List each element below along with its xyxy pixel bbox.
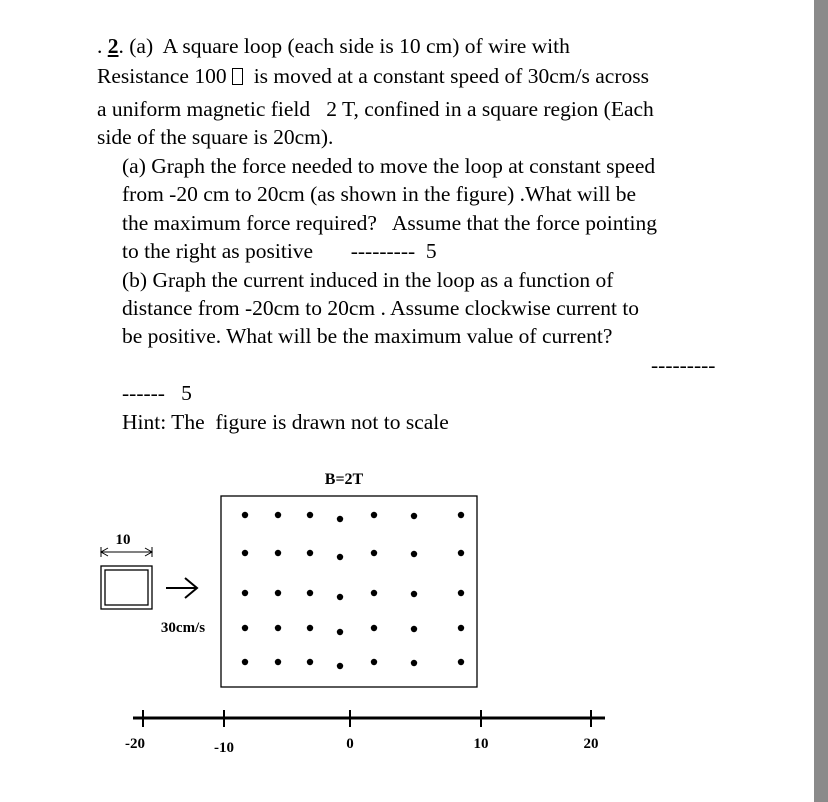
field-dot <box>242 550 248 556</box>
field-dot <box>371 625 377 631</box>
field-dot <box>242 659 248 665</box>
loop-inner <box>105 570 148 605</box>
axis-tick-label: 20 <box>583 736 599 752</box>
problem-line-1: . 2. (a) A square loop (each side is 10 cm) of wire with <box>97 34 570 58</box>
field-dot <box>411 551 417 557</box>
field-dot <box>458 512 464 518</box>
field-dot <box>337 629 343 635</box>
field-dot <box>337 554 343 560</box>
field-dot <box>275 512 281 518</box>
dimension-arrow <box>101 547 152 557</box>
field-dot <box>242 590 248 596</box>
problem-line-2: Resistance 100 is moved at a constant speed of 30cm/s across <box>97 64 649 88</box>
marks-part-b: ------ 5 <box>122 381 192 405</box>
field-region <box>221 496 477 687</box>
axis-tick-label: -20 <box>125 736 145 752</box>
field-dot <box>458 550 464 556</box>
field-dot <box>371 590 377 596</box>
field-dot <box>307 512 313 518</box>
velocity-label: 30cm/s <box>160 620 206 636</box>
field-dot <box>337 516 343 522</box>
part-b-line-1: (b) Graph the current induced in the loop as a function of <box>122 268 614 292</box>
field-dot <box>337 594 343 600</box>
field-dot <box>411 626 417 632</box>
field-dot <box>275 590 281 596</box>
part-b-line-3: be positive. What will be the maximum value of current? <box>122 324 613 348</box>
loop-outer <box>101 566 152 609</box>
field-dot <box>307 550 313 556</box>
field-dot <box>371 512 377 518</box>
hint-text: Hint: The figure is drawn not to scale <box>122 410 449 434</box>
field-dot <box>371 659 377 665</box>
axis-tick-label: 0 <box>346 736 354 752</box>
part-a-line-1: (a) Graph the force needed to move the loop at constant speed <box>122 154 656 178</box>
velocity-arrow <box>166 578 197 598</box>
field-dot <box>371 550 377 556</box>
field-dots <box>242 512 464 669</box>
part-a-line-4: to the right as positive --------- 5 <box>122 239 437 263</box>
field-dot <box>458 659 464 665</box>
field-dot <box>458 590 464 596</box>
field-dot <box>458 625 464 631</box>
field-dot <box>275 550 281 556</box>
field-dot <box>275 625 281 631</box>
question-number: 2 <box>107 34 119 58</box>
axis-tick-label: 10 <box>473 736 489 752</box>
problem-line-3: a uniform magnetic field 2 T, confined in a square region (Each <box>97 97 654 121</box>
axis-tick-label: -10 <box>214 740 234 756</box>
field-dot <box>242 625 248 631</box>
field-dot <box>411 660 417 666</box>
field-dot <box>307 625 313 631</box>
field-dot <box>307 590 313 596</box>
part-a-line-2: from -20 cm to 20cm (as shown in the figure) .What will be <box>122 182 637 206</box>
field-dot <box>411 591 417 597</box>
field-dot <box>275 659 281 665</box>
field-dot <box>307 659 313 665</box>
part-b-line-2: distance from -20cm to 20cm . Assume clockwise current to <box>122 296 640 320</box>
field-dot <box>337 663 343 669</box>
field-label: B=2T <box>324 471 364 488</box>
field-dot <box>411 513 417 519</box>
problem-line-4: side of the square is 20cm). <box>97 125 334 149</box>
marks-dashes: --------- <box>651 353 716 377</box>
part-a-line-3: the maximum force required? Assume that the force pointing <box>122 211 657 235</box>
field-dot <box>242 512 248 518</box>
loop-side-label: 10 <box>115 532 131 548</box>
